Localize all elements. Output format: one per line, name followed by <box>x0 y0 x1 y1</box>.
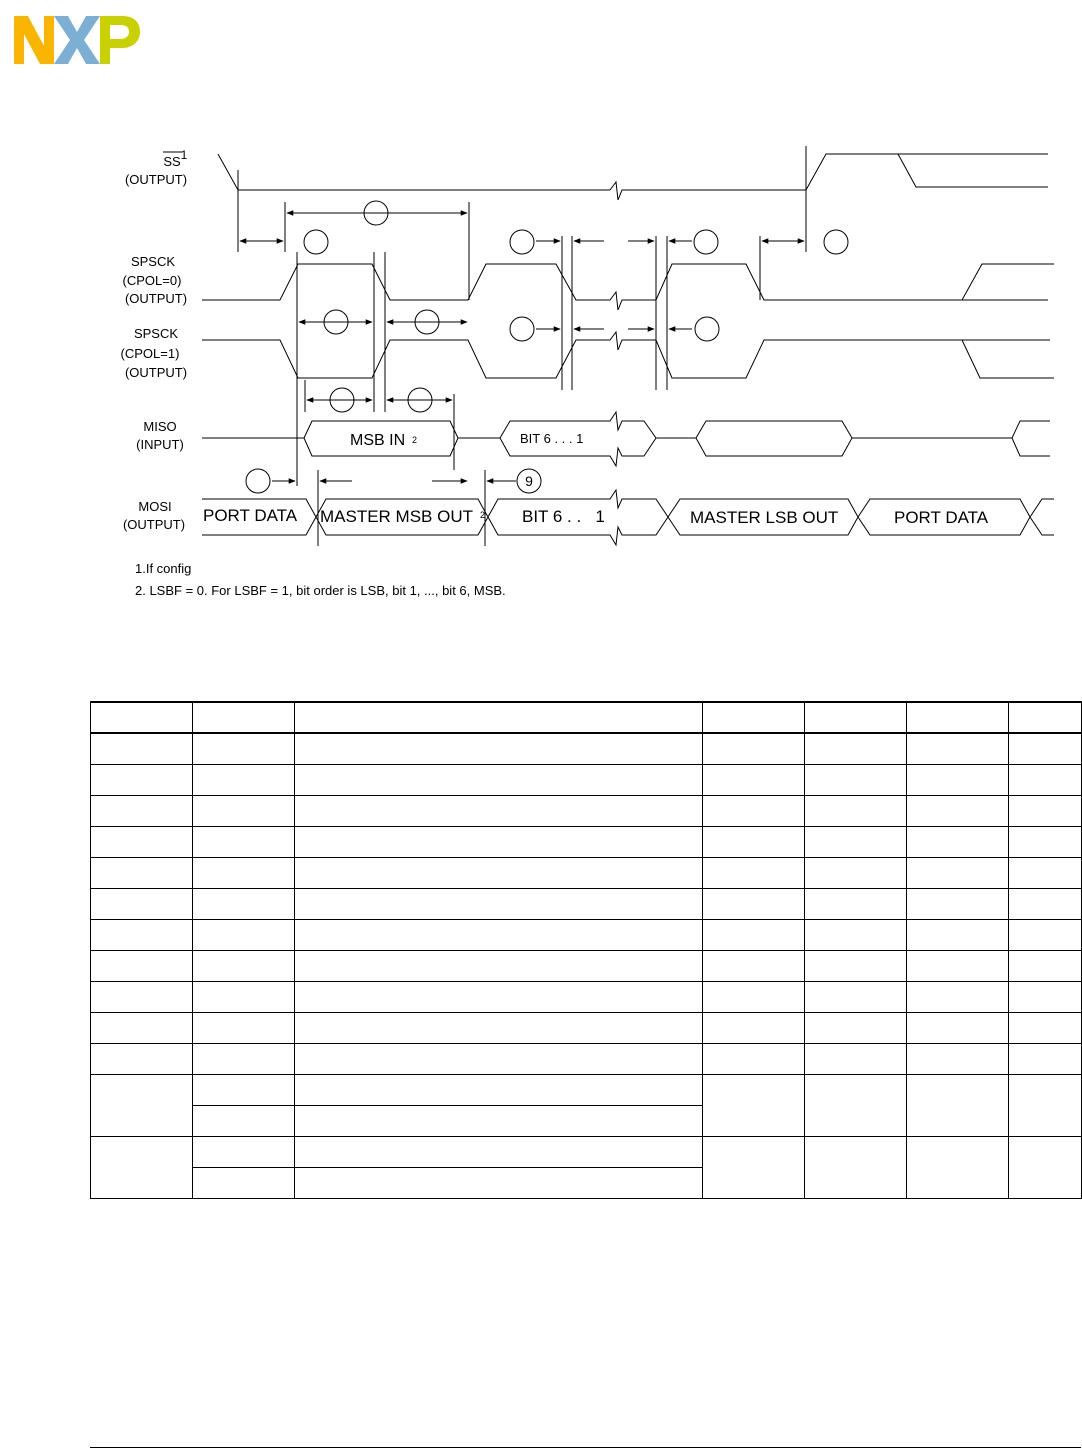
table-cell <box>193 1044 295 1075</box>
table-cell <box>193 1137 295 1168</box>
waveform-trace <box>202 264 1054 310</box>
table-cell <box>805 733 907 765</box>
miso-msb-superscript: 2 <box>412 435 418 445</box>
table-row <box>91 982 1082 1013</box>
mosi-port-data-left: PORT DATA <box>203 506 298 525</box>
spsck1-mode: (CPOL=1) <box>120 346 180 361</box>
table-cell <box>1009 733 1082 765</box>
table-row <box>91 858 1082 889</box>
table-cell <box>295 1137 703 1168</box>
table-cell <box>805 1013 907 1044</box>
nxp-logo <box>14 16 140 64</box>
table-cell <box>91 858 193 889</box>
spsck1-name: SPSCK <box>133 326 179 341</box>
table-cell <box>193 827 295 858</box>
timing-reference-circle <box>246 469 270 493</box>
table-cell <box>91 1013 193 1044</box>
table-cell <box>805 827 907 858</box>
note-1: 1.If config <box>135 561 192 576</box>
table-cell <box>193 920 295 951</box>
table-cell <box>805 920 907 951</box>
table-cell <box>295 1168 703 1199</box>
table-cell <box>91 1137 193 1199</box>
table-row <box>91 1013 1082 1044</box>
table-cell <box>193 1013 295 1044</box>
table-cell <box>703 920 805 951</box>
table-cell <box>703 827 805 858</box>
header-cell <box>1009 702 1082 733</box>
table-cell <box>91 733 193 765</box>
mosi-master-msb-label: MASTER MSB OUT <box>320 507 474 526</box>
spsck1-direction: (OUTPUT) <box>124 365 188 380</box>
diagram-notes <box>135 558 506 602</box>
timing-reference-circle <box>304 230 328 254</box>
mosi-master-lsb-label: MASTER LSB OUT <box>690 508 839 527</box>
table-cell <box>907 1044 1009 1075</box>
header-cell <box>805 702 907 733</box>
timing-marker-9: 9 <box>525 473 533 489</box>
logo-letter-shape <box>54 16 100 64</box>
table-header-row <box>91 702 1082 733</box>
ss-direction: (OUTPUT) <box>124 172 188 187</box>
spsck0-name: SPSCK <box>130 254 176 269</box>
table-cell <box>907 1013 1009 1044</box>
table-cell <box>295 733 703 765</box>
waveform-trace <box>1030 499 1054 535</box>
mosi-msb-superscript: 2 <box>480 510 486 520</box>
table-cell <box>1009 827 1082 858</box>
table-cell <box>295 951 703 982</box>
timing-reference-circle <box>695 317 719 341</box>
table-cell <box>805 1137 907 1199</box>
table-row <box>91 765 1082 796</box>
table-cell <box>703 858 805 889</box>
table-cell <box>193 796 295 827</box>
table-cell <box>193 765 295 796</box>
table-row <box>91 920 1082 951</box>
table-cell <box>1009 982 1082 1013</box>
table-cell <box>703 733 805 765</box>
table-row <box>91 951 1082 982</box>
miso-direction: (INPUT) <box>136 437 184 452</box>
ss-signal-name: SS <box>163 154 181 169</box>
table-cell <box>295 1075 703 1106</box>
header-cell <box>703 702 805 733</box>
table-cell <box>1009 920 1082 951</box>
note-2: 2. LSBF = 0. For LSBF = 1, bit order is LSB, bit 1, ..., bit 6, MSB. <box>135 583 506 598</box>
table-cell <box>703 889 805 920</box>
table-cell <box>703 1075 805 1137</box>
timing-reference-circle <box>824 230 848 254</box>
table-cell <box>907 889 1009 920</box>
table-cell <box>1009 951 1082 982</box>
table-cell <box>91 920 193 951</box>
table-cell <box>907 858 1009 889</box>
header-cell <box>91 702 193 733</box>
table-cell <box>805 765 907 796</box>
table-cell <box>91 889 193 920</box>
table-cell <box>91 827 193 858</box>
spsck0-mode: (CPOL=0) <box>122 273 182 288</box>
table-cell <box>805 889 907 920</box>
table-cell <box>91 765 193 796</box>
table-cell <box>1009 765 1082 796</box>
table-cell <box>805 1075 907 1137</box>
waveform-trace <box>218 154 610 190</box>
table-row <box>91 1137 1082 1168</box>
header-cell <box>193 702 295 733</box>
table-cell <box>295 765 703 796</box>
timing-reference-circle <box>510 317 534 341</box>
table-cell <box>703 796 805 827</box>
table-cell <box>1009 1075 1082 1137</box>
table-cell <box>193 982 295 1013</box>
table-row <box>91 796 1082 827</box>
table-cell <box>907 982 1009 1013</box>
table-cell <box>907 1137 1009 1199</box>
table-cell <box>703 1044 805 1075</box>
table-row <box>91 1075 1082 1106</box>
ss-superscript: 1 <box>180 148 188 162</box>
waveform-trace <box>202 332 1054 378</box>
table-cell <box>703 1013 805 1044</box>
table-cell <box>193 858 295 889</box>
table-cell <box>907 920 1009 951</box>
table-row <box>91 827 1082 858</box>
spsck0-direction: (OUTPUT) <box>124 291 188 306</box>
table-cell <box>907 765 1009 796</box>
table-cell <box>1009 1013 1082 1044</box>
table-row <box>91 1044 1082 1075</box>
table-cell <box>295 889 703 920</box>
table-cell <box>295 858 703 889</box>
table-cell <box>295 1044 703 1075</box>
table-row <box>91 733 1082 765</box>
table-cell <box>1009 858 1082 889</box>
table-cell <box>91 1075 193 1137</box>
table-cell <box>805 796 907 827</box>
table-cell <box>907 796 1009 827</box>
table-cell <box>805 1044 907 1075</box>
waveform-trace <box>610 154 1048 200</box>
spec-table <box>90 701 1082 1199</box>
spi-timing-diagram <box>0 130 1082 550</box>
table-cell <box>91 951 193 982</box>
table-cell <box>805 858 907 889</box>
table-row <box>91 889 1082 920</box>
table-cell <box>703 982 805 1013</box>
mosi-name: MOSI <box>138 499 172 514</box>
table-cell <box>193 1106 295 1137</box>
table-cell <box>295 982 703 1013</box>
waveform-trace <box>696 421 852 456</box>
table-cell <box>193 1168 295 1199</box>
miso-bits-label: BIT 6 . . . 1 <box>520 431 584 446</box>
timing-reference-circle <box>694 230 718 254</box>
table-cell <box>295 827 703 858</box>
mosi-port-data-right: PORT DATA <box>894 508 989 527</box>
table-cell <box>193 733 295 765</box>
waveform-trace <box>898 154 1048 187</box>
table-cell <box>193 951 295 982</box>
mosi-bits-label: BIT 6 . . 1 <box>522 507 605 526</box>
footer-rule <box>90 1447 1081 1448</box>
mosi-direction: (OUTPUT) <box>122 517 186 532</box>
waveform-trace <box>1012 421 1050 456</box>
header-cell <box>907 702 1009 733</box>
table-cell <box>295 1106 703 1137</box>
table-cell <box>805 951 907 982</box>
table-cell <box>91 796 193 827</box>
table-cell <box>703 951 805 982</box>
table-cell <box>295 1013 703 1044</box>
table-cell <box>1009 1044 1082 1075</box>
table-cell <box>295 796 703 827</box>
table-cell <box>907 951 1009 982</box>
table-cell <box>91 982 193 1013</box>
table-cell <box>193 889 295 920</box>
table-cell <box>907 827 1009 858</box>
logo-letter-shape <box>100 16 140 64</box>
table-cell <box>1009 1137 1082 1199</box>
table-cell <box>703 1137 805 1199</box>
miso-name: MISO <box>143 419 177 434</box>
table-cell <box>805 982 907 1013</box>
header-cell <box>295 702 703 733</box>
logo-letter-shape <box>14 16 54 64</box>
table-cell <box>907 1075 1009 1137</box>
timing-reference-circle <box>510 230 534 254</box>
table-cell <box>295 920 703 951</box>
table-cell <box>1009 796 1082 827</box>
table-cell <box>91 1044 193 1075</box>
table-cell <box>703 765 805 796</box>
table-cell <box>193 1075 295 1106</box>
table-cell <box>907 733 1009 765</box>
table-cell <box>1009 889 1082 920</box>
miso-msb-in-label: MSB IN <box>350 432 406 449</box>
